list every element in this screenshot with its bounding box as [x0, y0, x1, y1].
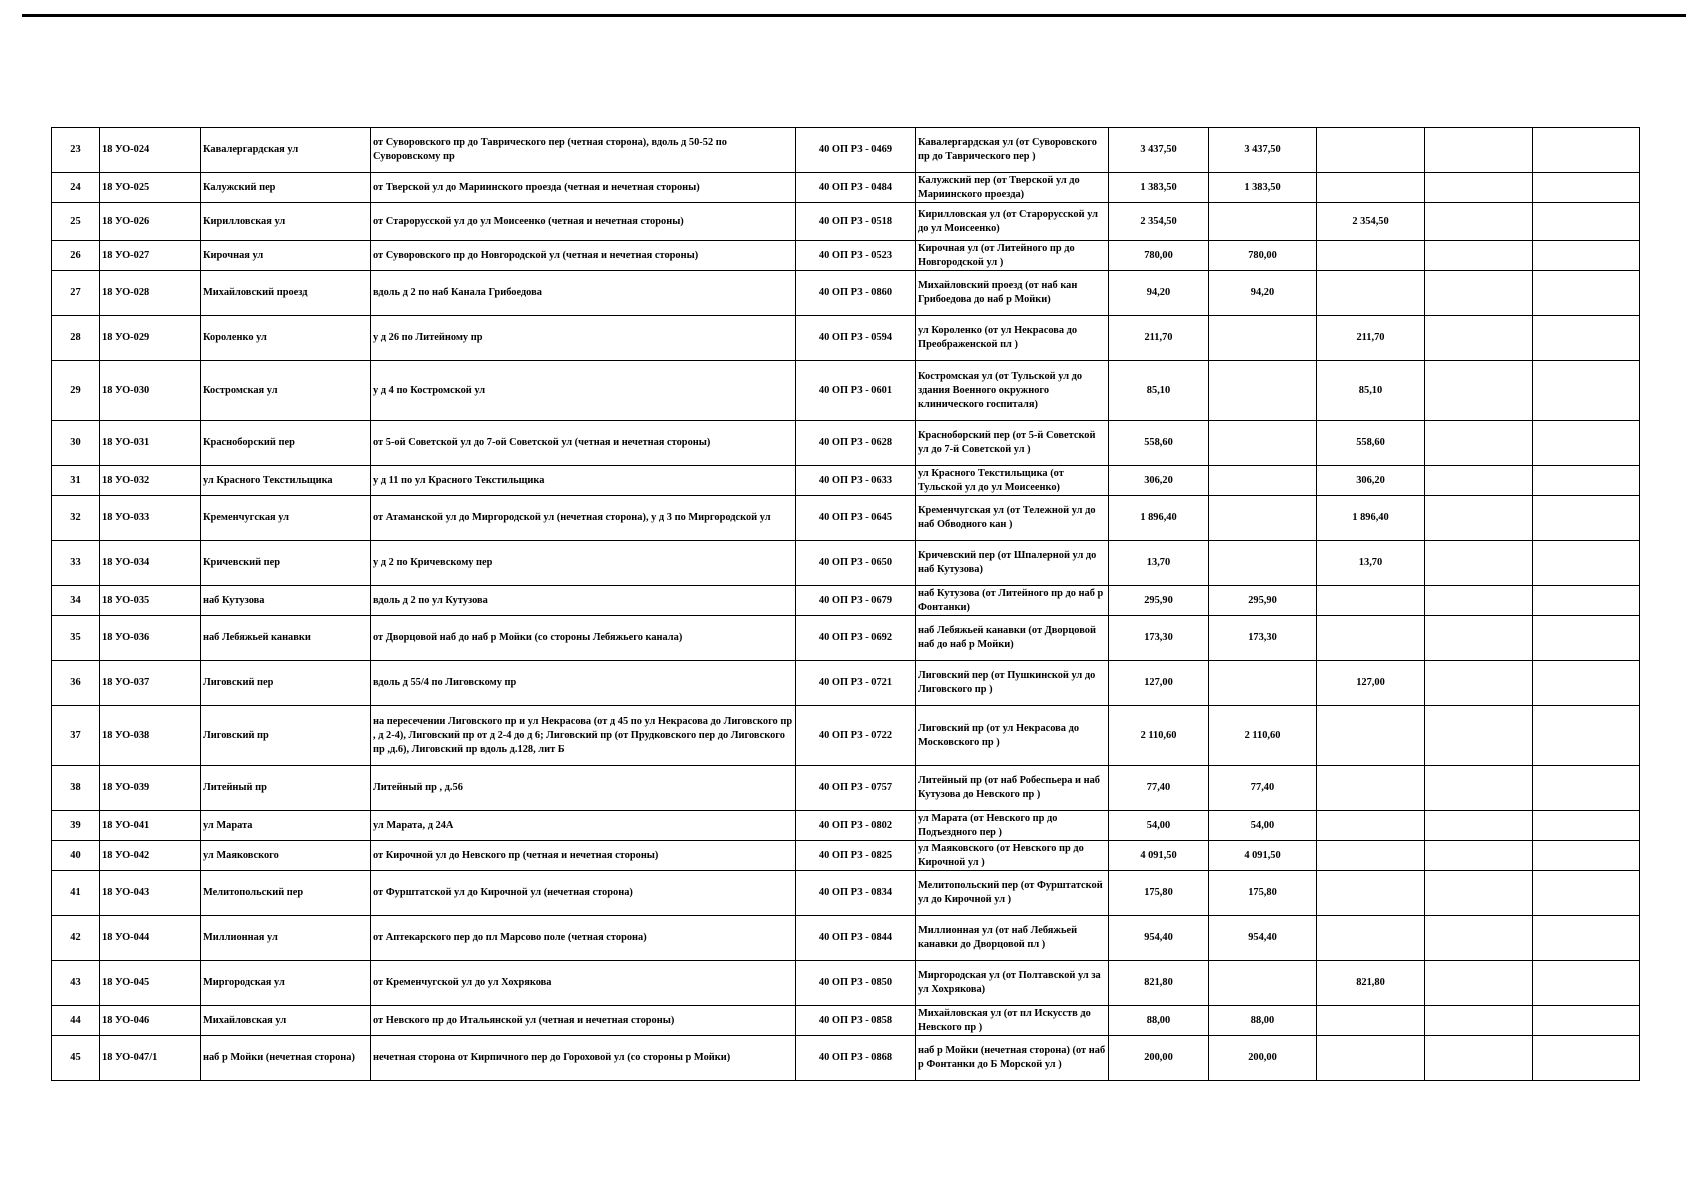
row-number: 35 — [52, 616, 100, 661]
area-column-7 — [1209, 466, 1317, 496]
road-registry-number: 40 ОП РЗ - 0860 — [796, 271, 916, 316]
area-column-7 — [1209, 661, 1317, 706]
area-total: 4 091,50 — [1109, 841, 1209, 871]
area-total: 780,00 — [1109, 241, 1209, 271]
location-description: у д 4 по Костромской ул — [371, 361, 796, 421]
location-description: от Аптекарского пер до пл Марсово поле (четная сторона) — [371, 916, 796, 961]
table-body — [52, 128, 1640, 1081]
area-column-7: 295,90 — [1209, 586, 1317, 616]
area-column-8 — [1317, 128, 1425, 173]
road-registry-number: 40 ОП РЗ - 0484 — [796, 173, 916, 203]
road-registry-number: 40 ОП РЗ - 0518 — [796, 203, 916, 241]
area-column-9 — [1425, 661, 1533, 706]
area-total: 1 383,50 — [1109, 173, 1209, 203]
area-column-9 — [1425, 173, 1533, 203]
area-column-8: 1 896,40 — [1317, 496, 1425, 541]
location-description: у д 11 по ул Красного Текстильщика — [371, 466, 796, 496]
area-total: 13,70 — [1109, 541, 1209, 586]
area-column-7: 780,00 — [1209, 241, 1317, 271]
area-column-9 — [1425, 361, 1533, 421]
top-rule — [22, 14, 1686, 17]
row-number: 42 — [52, 916, 100, 961]
object-code: 18 УО-025 — [100, 173, 201, 203]
table-row — [52, 541, 1640, 586]
object-code: 18 УО-037 — [100, 661, 201, 706]
area-column-8 — [1317, 241, 1425, 271]
area-column-8 — [1317, 841, 1425, 871]
street-name: Миллионная ул — [201, 916, 371, 961]
area-column-7: 954,40 — [1209, 916, 1317, 961]
area-column-10 — [1533, 706, 1640, 766]
area-column-9 — [1425, 706, 1533, 766]
road-registry-number: 40 ОП РЗ - 0850 — [796, 961, 916, 1006]
area-total: 954,40 — [1109, 916, 1209, 961]
road-section: Кирилловская ул (от Старорусской ул до ул Моисеенко) — [916, 203, 1109, 241]
location-description: от Кременчугской ул до ул Хохрякова — [371, 961, 796, 1006]
area-column-8 — [1317, 586, 1425, 616]
area-total: 85,10 — [1109, 361, 1209, 421]
location-description: от Суворовского пр до Новгородской ул (четная и нечетная стороны) — [371, 241, 796, 271]
area-column-9 — [1425, 961, 1533, 1006]
row-number: 26 — [52, 241, 100, 271]
area-column-7: 1 383,50 — [1209, 173, 1317, 203]
area-column-8: 13,70 — [1317, 541, 1425, 586]
location-description: от Тверской ул до Мариинского проезда (четная и нечетная стороны) — [371, 173, 796, 203]
area-column-7 — [1209, 203, 1317, 241]
area-column-9 — [1425, 766, 1533, 811]
street-name: ул Марата — [201, 811, 371, 841]
street-name: наб р Мойки (нечетная сторона) — [201, 1036, 371, 1081]
row-number: 34 — [52, 586, 100, 616]
area-column-7 — [1209, 421, 1317, 466]
location-description: вдоль д 2 по наб Канала Грибоедова — [371, 271, 796, 316]
area-column-9 — [1425, 421, 1533, 466]
road-section: Миллионная ул (от наб Лебяжьей канавки до Дворцовой пл ) — [916, 916, 1109, 961]
area-column-9 — [1425, 241, 1533, 271]
street-name: Красноборский пер — [201, 421, 371, 466]
table-row — [52, 241, 1640, 271]
row-number: 43 — [52, 961, 100, 1006]
location-description: у д 2 по Кричевскому пер — [371, 541, 796, 586]
area-column-8: 127,00 — [1317, 661, 1425, 706]
location-description: от Невского пр до Итальянской ул (четная и нечетная стороны) — [371, 1006, 796, 1036]
road-registry-number: 40 ОП РЗ - 0633 — [796, 466, 916, 496]
object-code: 18 УО-030 — [100, 361, 201, 421]
row-number: 30 — [52, 421, 100, 466]
area-column-10 — [1533, 361, 1640, 421]
row-number: 27 — [52, 271, 100, 316]
location-description: у д 26 по Литейному пр — [371, 316, 796, 361]
area-total: 94,20 — [1109, 271, 1209, 316]
object-code: 18 УО-026 — [100, 203, 201, 241]
table-row — [52, 173, 1640, 203]
area-column-8 — [1317, 616, 1425, 661]
location-description: от Атаманской ул до Миргородской ул (нечетная сторона), у д 3 по Миргородской ул — [371, 496, 796, 541]
road-section: Литейный пр (от наб Робеспьера и наб Кутузова до Невского пр ) — [916, 766, 1109, 811]
area-column-8 — [1317, 173, 1425, 203]
road-registry-number: 40 ОП РЗ - 0722 — [796, 706, 916, 766]
area-column-8 — [1317, 1036, 1425, 1081]
road-registry-number: 40 ОП РЗ - 0523 — [796, 241, 916, 271]
street-name: Короленко ул — [201, 316, 371, 361]
road-registry-number: 40 ОП РЗ - 0721 — [796, 661, 916, 706]
area-column-10 — [1533, 871, 1640, 916]
road-section: Михайловский проезд (от наб кан Грибоедова до наб р Мойки) — [916, 271, 1109, 316]
area-column-9 — [1425, 128, 1533, 173]
area-total: 200,00 — [1109, 1036, 1209, 1081]
area-column-10 — [1533, 766, 1640, 811]
object-code: 18 УО-047/1 — [100, 1036, 201, 1081]
road-registry-number: 40 ОП РЗ - 0868 — [796, 1036, 916, 1081]
area-column-10 — [1533, 241, 1640, 271]
table-row — [52, 841, 1640, 871]
area-column-10 — [1533, 496, 1640, 541]
road-registry-number: 40 ОП РЗ - 0825 — [796, 841, 916, 871]
object-code: 18 УО-027 — [100, 241, 201, 271]
row-number: 31 — [52, 466, 100, 496]
street-name: Кирочная ул — [201, 241, 371, 271]
road-registry-number: 40 ОП РЗ - 0645 — [796, 496, 916, 541]
area-column-9 — [1425, 841, 1533, 871]
road-registry-number: 40 ОП РЗ - 0802 — [796, 811, 916, 841]
row-number: 37 — [52, 706, 100, 766]
area-total: 88,00 — [1109, 1006, 1209, 1036]
location-description: ул Марата, д 24А — [371, 811, 796, 841]
area-column-10 — [1533, 661, 1640, 706]
road-section: Кавалергардская ул (от Суворовского пр до Таврического пер ) — [916, 128, 1109, 173]
road-section: ул Марата (от Невского пр до Подъездного пер ) — [916, 811, 1109, 841]
object-code: 18 УО-042 — [100, 841, 201, 871]
object-code: 18 УО-035 — [100, 586, 201, 616]
row-number: 36 — [52, 661, 100, 706]
street-name: Лиговский пер — [201, 661, 371, 706]
area-column-7 — [1209, 541, 1317, 586]
object-code: 18 УО-039 — [100, 766, 201, 811]
area-column-7 — [1209, 961, 1317, 1006]
area-column-8 — [1317, 706, 1425, 766]
object-code: 18 УО-041 — [100, 811, 201, 841]
area-total: 77,40 — [1109, 766, 1209, 811]
area-column-9 — [1425, 811, 1533, 841]
area-column-7: 54,00 — [1209, 811, 1317, 841]
area-column-10 — [1533, 841, 1640, 871]
street-name: Кричевский пер — [201, 541, 371, 586]
area-total: 211,70 — [1109, 316, 1209, 361]
area-column-8 — [1317, 871, 1425, 916]
row-number: 45 — [52, 1036, 100, 1081]
street-name: Лиговский пр — [201, 706, 371, 766]
area-column-9 — [1425, 541, 1533, 586]
area-total: 306,20 — [1109, 466, 1209, 496]
area-column-10 — [1533, 421, 1640, 466]
area-column-9 — [1425, 316, 1533, 361]
road-section: наб Кутузова (от Литейного пр до наб р Фонтанки) — [916, 586, 1109, 616]
area-column-9 — [1425, 1036, 1533, 1081]
road-section: Мелитопольский пер (от Фурштатской ул до Кирочной ул ) — [916, 871, 1109, 916]
area-total: 295,90 — [1109, 586, 1209, 616]
area-column-9 — [1425, 466, 1533, 496]
area-column-10 — [1533, 586, 1640, 616]
location-description: Литейный пр , д.56 — [371, 766, 796, 811]
area-total: 821,80 — [1109, 961, 1209, 1006]
area-column-7: 175,80 — [1209, 871, 1317, 916]
table-row — [52, 271, 1640, 316]
street-name: наб Кутузова — [201, 586, 371, 616]
table-row — [52, 1006, 1640, 1036]
location-description: от Дворцовой наб до наб р Мойки (со стороны Лебяжьего канала) — [371, 616, 796, 661]
area-column-8: 558,60 — [1317, 421, 1425, 466]
area-column-7: 200,00 — [1209, 1036, 1317, 1081]
area-total: 1 896,40 — [1109, 496, 1209, 541]
street-name: наб Лебяжьей канавки — [201, 616, 371, 661]
area-total: 2 354,50 — [1109, 203, 1209, 241]
row-number: 24 — [52, 173, 100, 203]
table-row — [52, 616, 1640, 661]
area-column-10 — [1533, 203, 1640, 241]
row-number: 23 — [52, 128, 100, 173]
table-row — [52, 916, 1640, 961]
area-column-7: 3 437,50 — [1209, 128, 1317, 173]
area-column-10 — [1533, 316, 1640, 361]
table-row — [52, 811, 1640, 841]
street-name: Литейный пр — [201, 766, 371, 811]
location-description: вдоль д 55/4 по Лиговскому пр — [371, 661, 796, 706]
location-description: от Фурштатской ул до Кирочной ул (нечетная сторона) — [371, 871, 796, 916]
location-description: от Кирочной ул до Невского пр (четная и нечетная стороны) — [371, 841, 796, 871]
road-registry-number: 40 ОП РЗ - 0692 — [796, 616, 916, 661]
road-registry-number: 40 ОП РЗ - 0628 — [796, 421, 916, 466]
area-column-9 — [1425, 871, 1533, 916]
area-total: 558,60 — [1109, 421, 1209, 466]
road-section: ул Короленко (от ул Некрасова до Преображенской пл ) — [916, 316, 1109, 361]
area-column-9 — [1425, 616, 1533, 661]
table-row — [52, 766, 1640, 811]
street-name: Кавалергардская ул — [201, 128, 371, 173]
road-section: Кременчугская ул (от Тележной ул до наб Обводного кан ) — [916, 496, 1109, 541]
object-code: 18 УО-029 — [100, 316, 201, 361]
area-column-7: 94,20 — [1209, 271, 1317, 316]
area-column-7 — [1209, 496, 1317, 541]
location-description: нечетная сторона от Кирпичного пер до Гороховой ул (со стороны р Мойки) — [371, 1036, 796, 1081]
road-section: Калужский пер (от Тверской ул до Мариинского проезда) — [916, 173, 1109, 203]
object-code: 18 УО-034 — [100, 541, 201, 586]
object-code: 18 УО-036 — [100, 616, 201, 661]
row-number: 29 — [52, 361, 100, 421]
area-column-8 — [1317, 766, 1425, 811]
street-name: Мелитопольский пер — [201, 871, 371, 916]
area-column-8: 306,20 — [1317, 466, 1425, 496]
row-number: 28 — [52, 316, 100, 361]
road-section: Красноборский пер (от 5-й Советской ул до 7-й Советской ул ) — [916, 421, 1109, 466]
table-row — [52, 496, 1640, 541]
road-section: наб р Мойки (нечетная сторона) (от наб р Фонтанки до Б Морской ул ) — [916, 1036, 1109, 1081]
area-column-10 — [1533, 961, 1640, 1006]
table-row — [52, 203, 1640, 241]
table-row — [52, 661, 1640, 706]
area-column-9 — [1425, 271, 1533, 316]
object-code: 18 УО-032 — [100, 466, 201, 496]
area-column-7: 4 091,50 — [1209, 841, 1317, 871]
object-code: 18 УО-031 — [100, 421, 201, 466]
area-column-8: 85,10 — [1317, 361, 1425, 421]
road-registry-number: 40 ОП РЗ - 0834 — [796, 871, 916, 916]
area-column-10 — [1533, 916, 1640, 961]
road-registry-number: 40 ОП РЗ - 0594 — [796, 316, 916, 361]
area-column-10 — [1533, 466, 1640, 496]
area-column-7: 88,00 — [1209, 1006, 1317, 1036]
road-section: Михайловская ул (от пл Искусств до Невского пр ) — [916, 1006, 1109, 1036]
object-code: 18 УО-024 — [100, 128, 201, 173]
street-name: Калужский пер — [201, 173, 371, 203]
road-section: ул Красного Текстильщика (от Тульской ул до ул Моисеенко) — [916, 466, 1109, 496]
street-name: Миргородская ул — [201, 961, 371, 1006]
area-column-9 — [1425, 1006, 1533, 1036]
row-number: 44 — [52, 1006, 100, 1036]
object-code: 18 УО-043 — [100, 871, 201, 916]
street-name: Кременчугская ул — [201, 496, 371, 541]
area-column-8: 211,70 — [1317, 316, 1425, 361]
area-column-7: 2 110,60 — [1209, 706, 1317, 766]
area-column-7 — [1209, 316, 1317, 361]
row-number: 25 — [52, 203, 100, 241]
area-total: 175,80 — [1109, 871, 1209, 916]
area-column-8 — [1317, 811, 1425, 841]
area-column-8: 2 354,50 — [1317, 203, 1425, 241]
object-code: 18 УО-046 — [100, 1006, 201, 1036]
area-column-8 — [1317, 916, 1425, 961]
area-column-10 — [1533, 1006, 1640, 1036]
area-column-9 — [1425, 203, 1533, 241]
area-total: 3 437,50 — [1109, 128, 1209, 173]
area-column-9 — [1425, 916, 1533, 961]
object-code: 18 УО-028 — [100, 271, 201, 316]
location-description: вдоль д 2 по ул Кутузова — [371, 586, 796, 616]
area-column-8 — [1317, 271, 1425, 316]
road-registry-number: 40 ОП РЗ - 0757 — [796, 766, 916, 811]
object-code: 18 УО-033 — [100, 496, 201, 541]
table-row — [52, 1036, 1640, 1081]
area-column-10 — [1533, 616, 1640, 661]
object-code: 18 УО-044 — [100, 916, 201, 961]
road-registry-number: 40 ОП РЗ - 0858 — [796, 1006, 916, 1036]
table-row — [52, 316, 1640, 361]
area-total: 173,30 — [1109, 616, 1209, 661]
area-column-10 — [1533, 541, 1640, 586]
road-section: Лиговский пр (от ул Некрасова до Московского пр ) — [916, 706, 1109, 766]
road-section: Кричевский пер (от Шпалерной ул до наб Кутузова) — [916, 541, 1109, 586]
table-row — [52, 361, 1640, 421]
street-name: Кирилловская ул — [201, 203, 371, 241]
area-column-10 — [1533, 128, 1640, 173]
street-name: Михайловская ул — [201, 1006, 371, 1036]
table-row — [52, 421, 1640, 466]
road-section: Лиговский пер (от Пушкинской ул до Лиговского пр ) — [916, 661, 1109, 706]
location-description: на пересечении Лиговского пр и ул Некрасова (от д 45 по ул Некрасова до Лиговского пр , д 2-4), Лиговский пр от д 2-4 до д 6; Лиговский пр (от Прудковского пер до Лиговского пр ,д.6), Лиговский пр вдоль д.128, лит Б — [371, 706, 796, 766]
road-registry-number: 40 ОП РЗ - 0601 — [796, 361, 916, 421]
table-row — [52, 961, 1640, 1006]
area-column-8 — [1317, 1006, 1425, 1036]
road-registry-number: 40 ОП РЗ - 0844 — [796, 916, 916, 961]
area-column-7: 77,40 — [1209, 766, 1317, 811]
row-number: 32 — [52, 496, 100, 541]
area-column-10 — [1533, 811, 1640, 841]
road-section: Костромская ул (от Тульской ул до здания Военного окружного клинического госпиталя) — [916, 361, 1109, 421]
area-total: 2 110,60 — [1109, 706, 1209, 766]
road-section: Миргородская ул (от Полтавской ул за ул Хохрякова) — [916, 961, 1109, 1006]
area-total: 127,00 — [1109, 661, 1209, 706]
row-number: 41 — [52, 871, 100, 916]
road-section: Кирочная ул (от Литейного пр до Новгородской ул ) — [916, 241, 1109, 271]
location-description: от 5-ой Советской ул до 7-ой Советской ул (четная и нечетная стороны) — [371, 421, 796, 466]
road-registry-number: 40 ОП РЗ - 0469 — [796, 128, 916, 173]
street-name: ул Красного Текстильщика — [201, 466, 371, 496]
street-name: Михайловский проезд — [201, 271, 371, 316]
row-number: 33 — [52, 541, 100, 586]
street-name: Костромская ул — [201, 361, 371, 421]
row-number: 40 — [52, 841, 100, 871]
area-column-7 — [1209, 361, 1317, 421]
location-description: от Старорусской ул до ул Моисеенко (четная и нечетная стороны) — [371, 203, 796, 241]
area-column-10 — [1533, 1036, 1640, 1081]
area-column-10 — [1533, 271, 1640, 316]
object-code: 18 УО-045 — [100, 961, 201, 1006]
street-name: ул Маяковского — [201, 841, 371, 871]
area-column-9 — [1425, 586, 1533, 616]
area-total: 54,00 — [1109, 811, 1209, 841]
area-column-10 — [1533, 173, 1640, 203]
table-row — [52, 871, 1640, 916]
road-registry-number: 40 ОП РЗ - 0679 — [796, 586, 916, 616]
object-code: 18 УО-038 — [100, 706, 201, 766]
road-section: ул Маяковского (от Невского пр до Кирочной ул ) — [916, 841, 1109, 871]
area-column-8: 821,80 — [1317, 961, 1425, 1006]
table-row — [52, 706, 1640, 766]
table-row — [52, 128, 1640, 173]
row-number: 38 — [52, 766, 100, 811]
road-registry-number: 40 ОП РЗ - 0650 — [796, 541, 916, 586]
location-description: от Суворовского пр до Таврического пер (четная сторона), вдоль д 50-52 по Суворовскому пр — [371, 128, 796, 173]
row-number: 39 — [52, 811, 100, 841]
table-row — [52, 466, 1640, 496]
road-section: наб Лебяжьей канавки (от Дворцовой наб до наб р Мойки) — [916, 616, 1109, 661]
area-column-7: 173,30 — [1209, 616, 1317, 661]
street-register-table — [51, 127, 1640, 1081]
area-column-9 — [1425, 496, 1533, 541]
table-row — [52, 586, 1640, 616]
